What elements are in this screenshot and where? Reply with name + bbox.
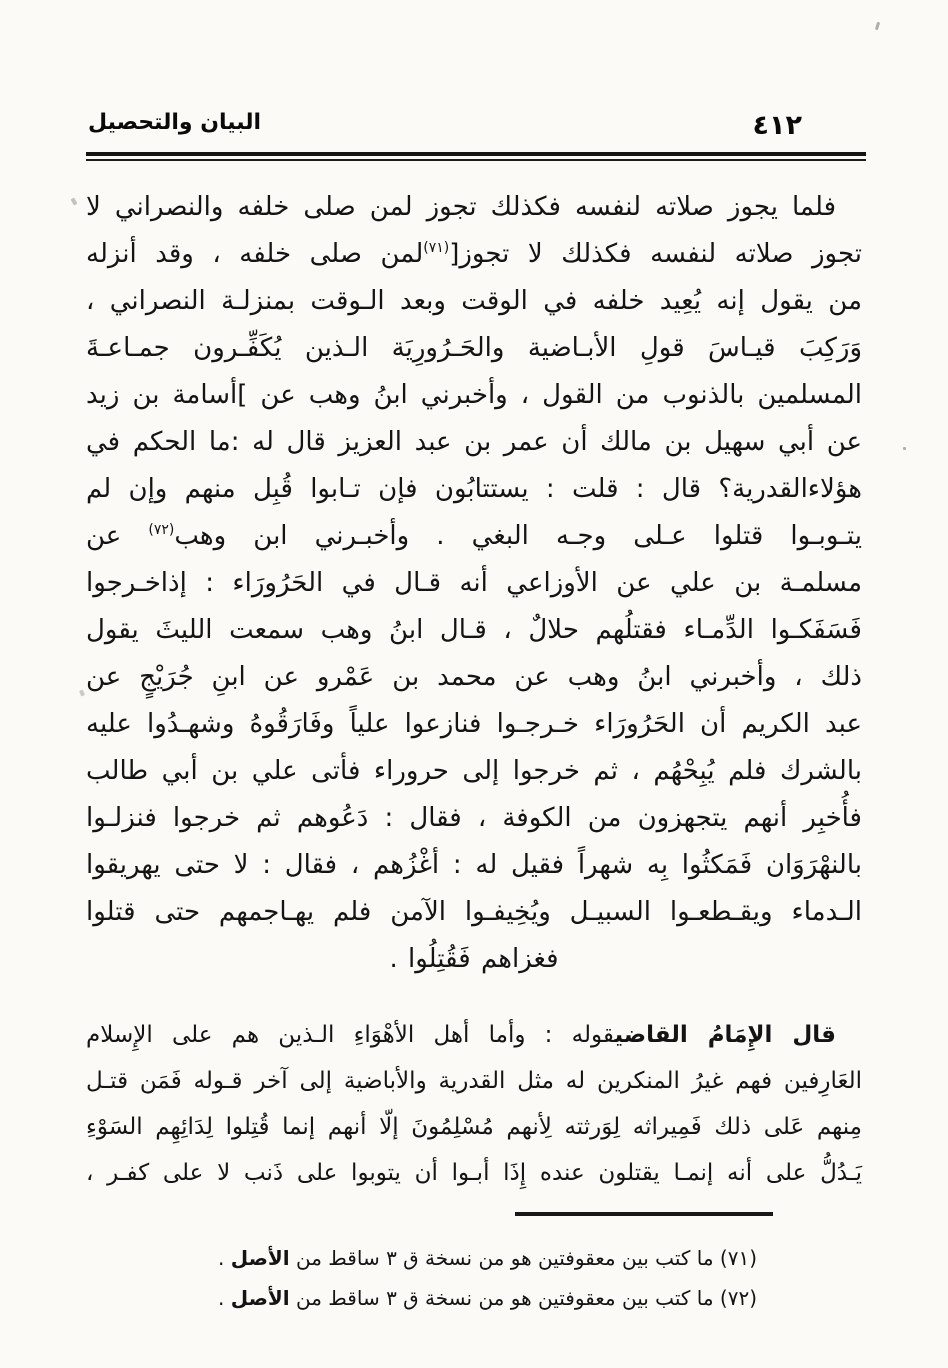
text-line — [86, 1104, 862, 1150]
footnote-item — [86, 1238, 757, 1278]
text-segment: بالنهْرَوَان فَمَكثُوا بِه شهراً فقيل له : أغْزُهم ، فقال : لا حتى يهريقوا — [86, 850, 862, 880]
scan-artifact — [79, 689, 85, 696]
text-line — [86, 325, 862, 372]
text-segment: . — [218, 1286, 231, 1310]
body-text — [86, 184, 862, 1196]
text-line — [86, 419, 862, 466]
text-line — [86, 936, 862, 983]
text-segment: (٧٢) ما كتب بين معقوفتين هو من نسخة ق ٣ ساقط من — [289, 1286, 757, 1310]
text-line — [86, 607, 862, 654]
text-segment: فَسَفَكـوا الدِّمـاء فقتلُهم حلالٌ ، قـال ابنُ وهب سمعت الليثَ يقول — [86, 615, 862, 645]
text-line — [86, 889, 862, 936]
text-segment: ذلك ، وأخبرني ابنُ وهب عن محمد بن عَمْرو عن ابنِ جُرَيْجٍ عن — [86, 662, 862, 692]
text-segment: الـدماء ويقـطعـوا السبيـل ويُخِيفـوا الآمن فلم يهـاجمهم حتى قتلوا — [86, 897, 862, 927]
text-line — [86, 278, 862, 325]
text-line — [86, 466, 862, 513]
footnote-ref: (٧١) — [423, 240, 450, 256]
text-line — [86, 748, 862, 795]
text-segment: قوله : وأما أهل الأهْوَاءِ الـذين هم على الإِسلام — [86, 1022, 615, 1048]
text-segment: العَارِفين فهم غيرُ المنكرين له مثل القدرية والأباضية إلى آخر قـوله فَمَن قتـل — [86, 1068, 862, 1094]
text-line — [86, 842, 862, 889]
text-segment: من يقول إنه يُعِيد خلفه في الوقت وبعد الـوقت بمنزلـة النصراني ، — [86, 286, 862, 316]
text-segment: الأصل — [230, 1246, 290, 1270]
text-segment: عن — [86, 521, 149, 551]
scan-artifact — [875, 22, 880, 31]
footnote-ref: (٧٢) — [148, 522, 175, 538]
footnote-item — [86, 1278, 757, 1318]
text-segment: وَرَكِبَ قيـاسَ قولِ الأبـاضية والحَـرُورِيَة الـذين يُكَفِّـرون جمـاعـةَ — [86, 333, 862, 363]
book-title: البيان والتحصيل — [88, 110, 262, 135]
text-line — [86, 701, 862, 748]
text-line — [86, 560, 862, 607]
footnotes — [86, 1238, 862, 1318]
text-line — [86, 654, 862, 701]
text-segment: عن أبي سهيل بن مالك أن عمر بن عبد العزيز قال له :ما الحكم في — [86, 427, 862, 457]
text-segment: هؤلاءالقدرية؟ قال : قلت : يستتابُون فإن تـابوا قُبِل منهم وإن لم — [86, 474, 862, 504]
text-segment: لمن صلى خلفه ، وقد أنزله — [86, 239, 424, 269]
text-segment: . — [218, 1246, 231, 1270]
footnote-separator — [515, 1212, 773, 1216]
text-line — [86, 184, 862, 231]
text-segment: الأصل — [230, 1286, 290, 1310]
text-segment: يَـدُلُّ على أنه إنمـا يقتلون عنده إِذَا أبـوا أن يتوبوا على ذَنب لا على كفـر ، — [86, 1160, 862, 1186]
text-line — [86, 1012, 862, 1058]
header-rule — [86, 152, 866, 161]
text-segment: فأُخبِر أنهم يتجهزون من الكوفة ، فقال : دَعُوهم ثم خرجوا فنزلـوا — [86, 803, 862, 833]
text-segment: قال الإِمَامُ القاضي — [614, 1022, 836, 1048]
text-segment: فغزاهم فَقُتِلُوا . — [389, 944, 559, 974]
text-line — [86, 372, 862, 419]
text-line — [86, 231, 862, 278]
text-line — [86, 513, 862, 560]
text-segment: يتـوبـوا قتلوا عـلى وجـه البغي . وأخبـرني ابن وهب — [174, 521, 862, 551]
text-segment: بالشرك فلم يُبِحْهُم ، ثم خرجوا إلى حروراء فأتى علي بن أبي طالب — [86, 756, 862, 786]
text-segment: المسلمين بالذنوب من القول ، وأخبرني ابنُ وهب عن ]أسامة بن زيد — [86, 380, 862, 410]
scan-artifact — [71, 197, 78, 205]
text-line — [86, 1058, 862, 1104]
text-segment: تجوز صلاته لنفسه فكذلك لا تجوز[ — [449, 239, 862, 269]
text-segment: فلما يجوز صلاته لنفسه فكذلك تجوز لمن صلى خلفه والنصراني لا — [86, 192, 836, 222]
text-line — [86, 795, 862, 842]
text-segment: مسلمـة بن علي عن الأوزاعي أنه قـال في الحَرُورَاء : إذاخـرجوا — [86, 568, 862, 598]
text-segment: مِنهم عَلى ذلك فَمِيراثه لِوَرثته لِأنهم مُسْلِمُونَ إلّا أنهم إنما قُتِلوا لِدَائِهِم السَوْءِ — [86, 1114, 862, 1140]
text-segment: عبد الكريم أن الحَرُورَاء خـرجـوا فنازعوا علياً وفَارَقُوهُ وشهـدُوا عليه — [86, 709, 862, 739]
paragraph-2 — [86, 1012, 862, 1196]
page-number: ٤١٢ — [752, 110, 802, 141]
text-segment: (٧١) ما كتب بين معقوفتين هو من نسخة ق ٣ ساقط من — [289, 1246, 757, 1270]
text-line — [86, 1150, 862, 1196]
scan-artifact — [903, 447, 906, 450]
paragraph-1 — [86, 184, 862, 983]
